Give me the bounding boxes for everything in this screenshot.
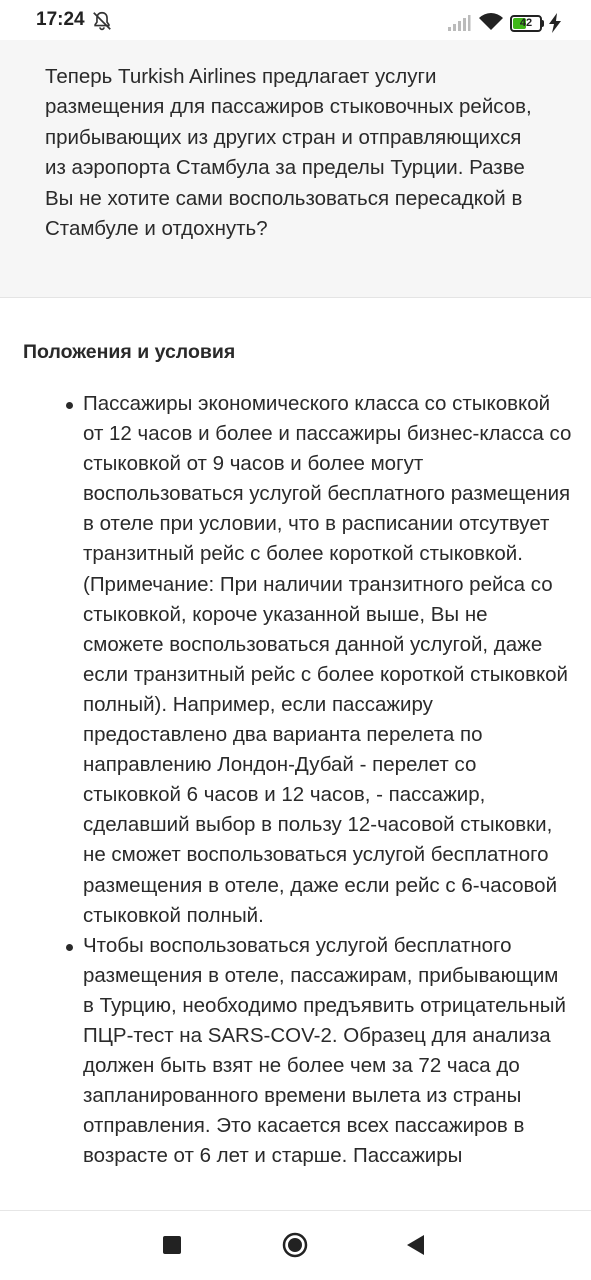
navigation-bar: [0, 1210, 591, 1280]
signal-icon: [447, 14, 471, 32]
intro-block: [0, 40, 591, 298]
status-bar: [0, 0, 591, 40]
terms-list: [83, 389, 573, 1171]
battery-level: 42: [519, 17, 533, 29]
list-item: Пассажиры экономического класса со стыковкой от 12 часов и более и пассажиры бизнес-класса со стыковкой от 9 часов и более могут воспользоваться услугой бесплатного размещения в отеле при условии, что в расписании отсутвует транзитный рейс с более короткой стыковкой. (Примечание: При наличии транзитного рейса со стыковкой, короче указанной выше, Вы не сможете воспользоваться данной услугой, даже если транзитный рейс с более короткой стыковкой полный). Например, если пассажиру предоставлено два варианта перелета по направлению Лондон-Дубай - перелет со стыковкой 6 часов и 12 часов, - пассажир, сделавший выбор в пользу 12-часовой стыковки, не сможет воспользоваться услугой бесплатного размещения в отеле, даже если рейс с 6-часовой стыковкой полный.: [83, 389, 573, 931]
intro-text: Теперь Turkish Airlines предлагает услуги размещения для пассажиров стыковочных рейсов, прибывающих из других стран и отправляющихся из аэропорта Стамбула за пределы Турции. Разве Вы не хотите сами воспользоваться пересадкой в Стамбуле и отдохнуть?: [45, 65, 532, 241]
terms-title: Положения и условия: [23, 341, 236, 363]
back-button[interactable]: [404, 1233, 426, 1257]
battery-icon: [510, 15, 542, 32]
wifi-icon: [478, 12, 504, 32]
bell-off-icon: [91, 10, 113, 32]
list-item: Чтобы воспользоваться услугой бесплатного размещения в отеле, пассажирам, прибывающим в Турцию, необходимо предъявить отрицательный ПЦР-тест на SARS-COV-2. Образец для анализа должен быть взят не более чем за 72 часа до запланированного времени вылета из страны отправления. Это касается всех пассажиров в возрасте от 6 лет и старше. Пассажиры: [83, 931, 573, 1172]
home-button[interactable]: [282, 1232, 308, 1258]
status-time: 17:24: [36, 9, 85, 30]
battery-tip: [541, 20, 544, 27]
charging-icon: [548, 13, 562, 33]
recent-apps-button[interactable]: [163, 1236, 181, 1254]
